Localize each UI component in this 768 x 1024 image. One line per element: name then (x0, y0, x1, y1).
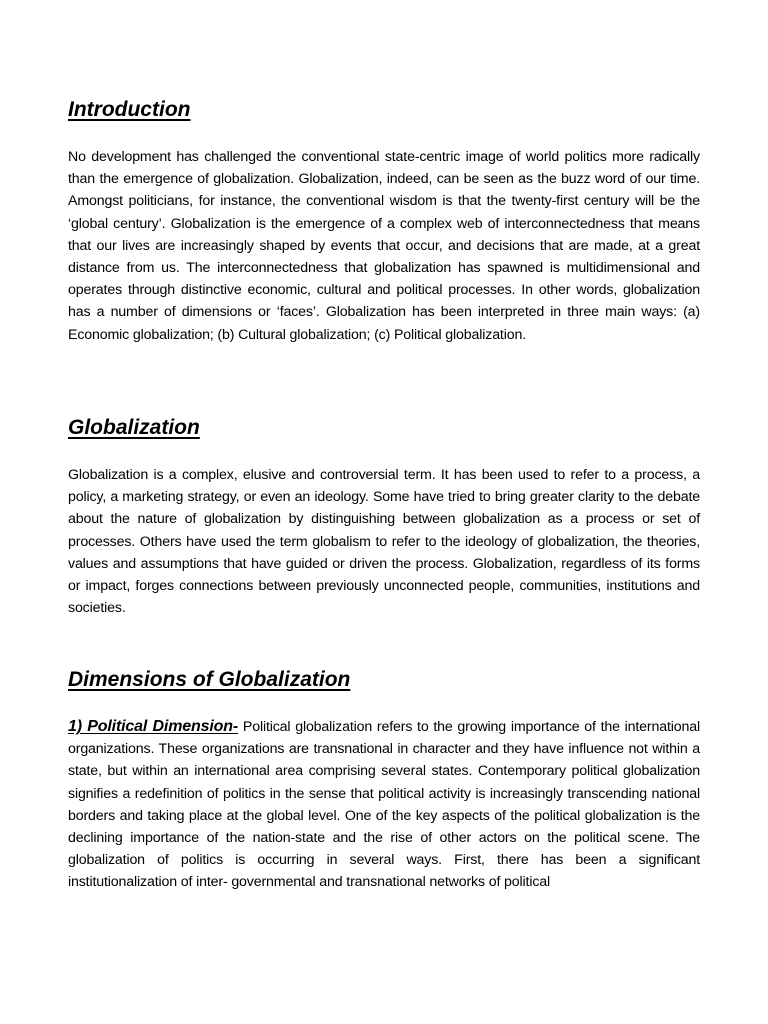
political-dimension-text: Political globalization refers to the growing importance of the international organizations. These organizations are transnational in character and they have influence not within a state, but within an international area comprising several states. Contemporary political globalization signifies a redefinition of politics in the sense that political activity is increasingly transcending national borders and taking place at the global level. One of the key aspects of the political globalization is the declining importance of the nation-state and the rise of other actors on the political scene. The globalization of politics is occurring in several ways. First, there has been a significant institutionalization of inter- governmental and transnational networks of political (68, 719, 700, 891)
heading-introduction: Introduction (68, 98, 191, 121)
heading-globalization: Globalization (68, 416, 200, 439)
heading-dimensions: Dimensions of Globalization (68, 668, 351, 691)
paragraph-globalization: Globalization is a complex, elusive and controversial term. It has been used to refer to a process, a policy, a marketing strategy, or even an ideology. Some have tried to bring greater clarity to the debate about the nature of globalization by distinguishing between globalization as a process or set of processes. Others have used the term globalism to refer to the ideology of globalization, the theories, values and assumptions that have guided or driven the process. Globalization, regardless of its forms or impact, forges connections between previously unconnected people, communities, institutions and societies. (68, 467, 700, 617)
section-introduction (68, 94, 700, 343)
section-dimensions (68, 664, 700, 891)
paragraph-political-dimension (68, 716, 700, 894)
subheading-political-dimension: 1) Political Dimension- (68, 718, 239, 735)
section-globalization (68, 412, 700, 617)
paragraph-introduction: No development has challenged the conventional state-centric image of world politics more radically than the emergence of globalization. Globalization, indeed, can be seen as the buzz word of our time. Amongst politicians, for instance, the conventional wisdom is that the twenty-first century will be the ‘global century’. Globalization is the emergence of a complex web of interconnectedness that means that our lives are increasingly shaped by events that occur, and decisions that are made, at a great distance from us. The interconnectedness that globalization has spawned is multidimensional and operates through distinctive economic, cultural and political processes. In other words, globalization has a number of dimensions or ‘faces’. Globalization has been interpreted in three main ways: (a) Economic globalization; (b) Cultural globalization; (c) Political globalization. (68, 149, 700, 343)
